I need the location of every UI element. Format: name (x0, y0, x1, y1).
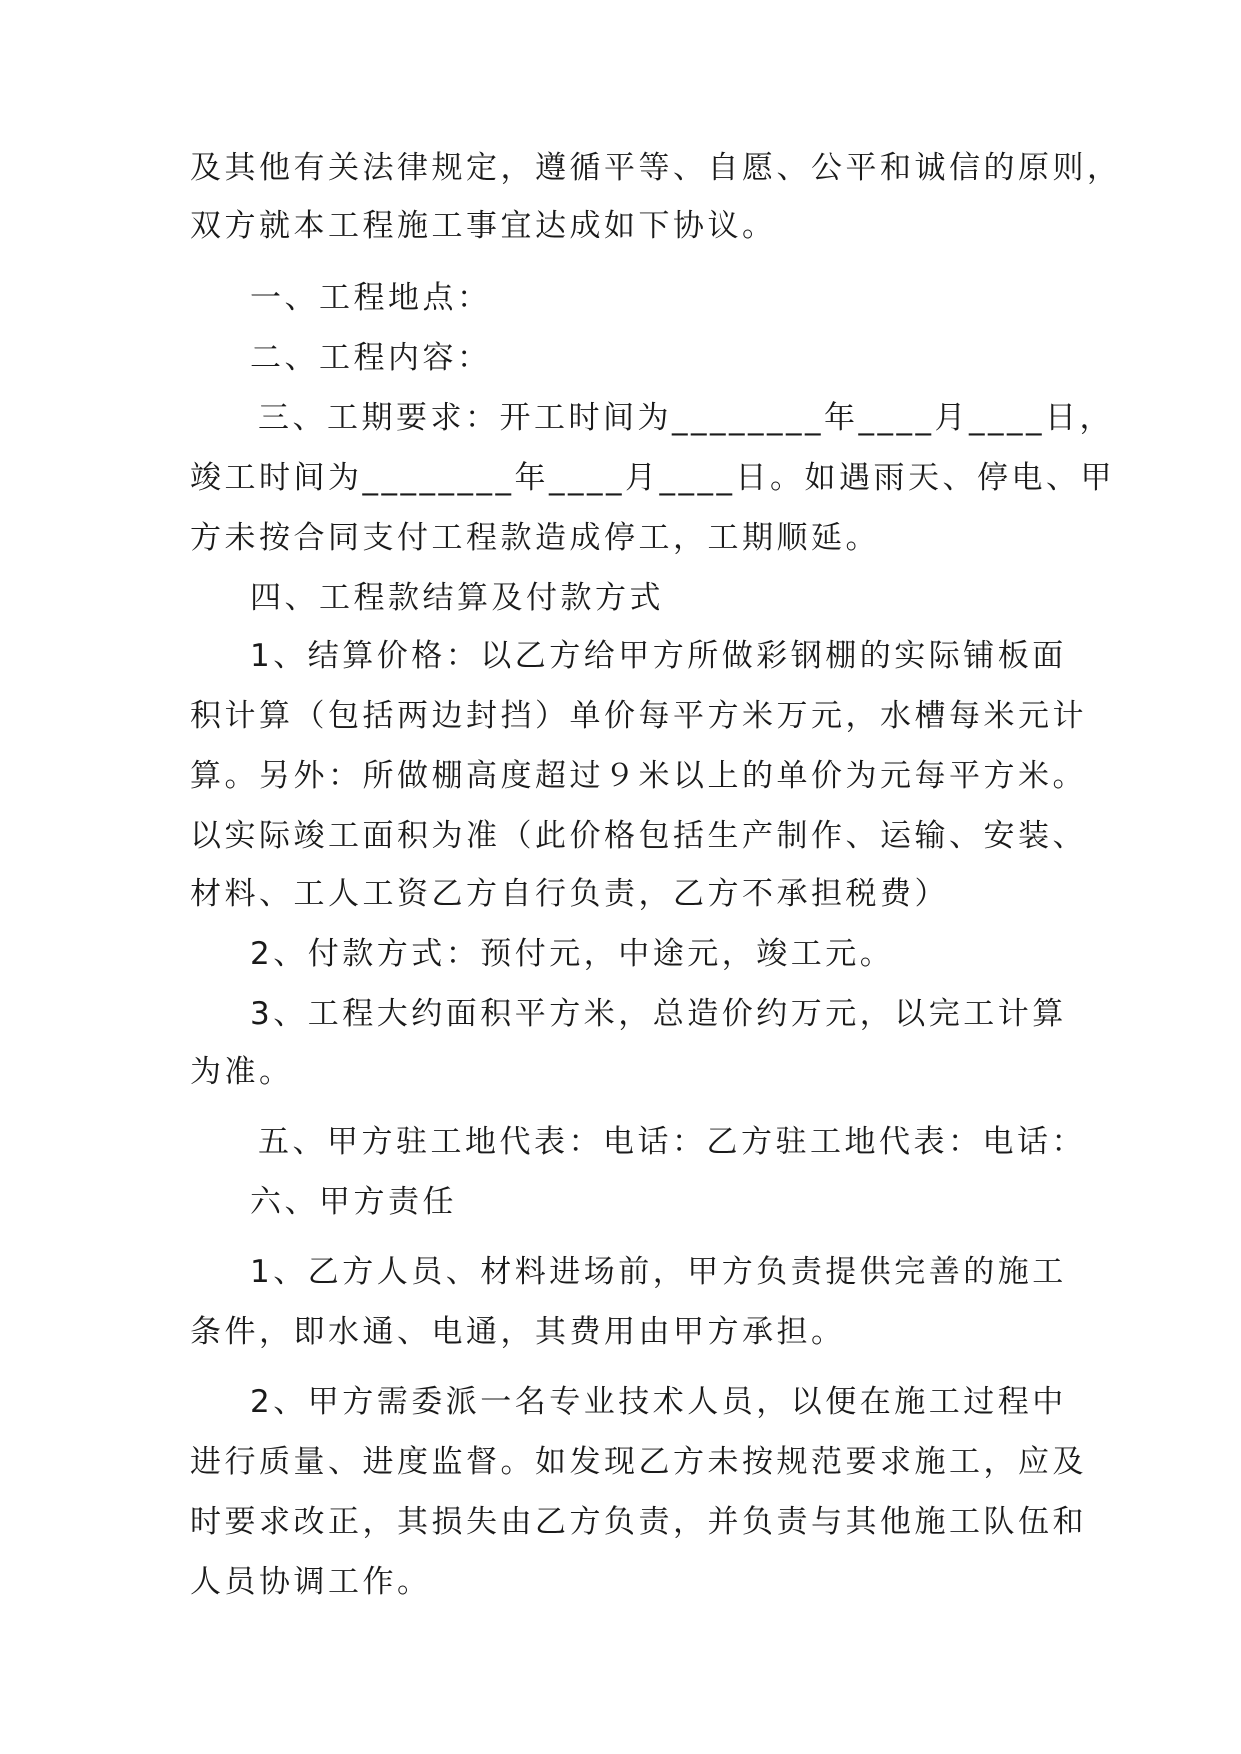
paragraph-line: 进行质量、进度监督。如发现乙方未按规范要求施工，应及 (190, 1444, 1087, 1480)
paragraph-line: 三、工期要求：开工时间为________年____月____日， (258, 400, 1114, 436)
paragraph-line: 1、乙方人员、材料进场前，甲方负责提供完善的施工 (250, 1254, 1067, 1290)
paragraph-line: 2、付款方式：预付元，中途元，竣工元。 (250, 936, 895, 972)
paragraph-line: 双方就本工程施工事宜达成如下协议。 (190, 208, 777, 244)
paragraph-line: 2、甲方需委派一名专业技术人员，以便在施工过程中 (250, 1384, 1067, 1420)
paragraph-line: 算。另外：所做棚高度超过９米以上的单价为元每平方米。 (190, 758, 1087, 794)
paragraph-line: 3、工程大约面积平方米，总造价约万元，以完工计算 (250, 996, 1067, 1032)
paragraph-line: 以实际竣工面积为准（此价格包括生产制作、运输、安装、 (190, 818, 1087, 854)
paragraph-line: 1、结算价格：以乙方给甲方所做彩钢棚的实际铺板面 (250, 638, 1067, 674)
paragraph-line: 条件，即水通、电通，其费用由甲方承担。 (190, 1314, 846, 1350)
paragraph-line: 材料、工人工资乙方自行负责，乙方不承担税费） (190, 876, 949, 912)
paragraph-line: 方未按合同支付工程款造成停工，工期顺延。 (190, 520, 880, 556)
paragraph-line: 及其他有关法律规定，遵循平等、自愿、公平和诚信的原则， (190, 150, 1122, 186)
paragraph-line: 积计算（包括两边封挡）单价每平方米万元，水槽每米元计 (190, 698, 1087, 734)
paragraph-line: 人员协调工作。 (190, 1564, 432, 1600)
section-heading: 五、甲方驻工地代表：电话：乙方驻工地代表：电话： (258, 1124, 1086, 1160)
section-heading: 六、甲方责任 (250, 1184, 457, 1220)
section-heading: 一、工程地点： (250, 280, 492, 316)
section-heading: 四、工程款结算及付款方式 (250, 580, 664, 616)
section-heading: 二、工程内容： (250, 340, 492, 376)
paragraph-line: 时要求改正，其损失由乙方负责，并负责与其他施工队伍和 (190, 1504, 1087, 1540)
paragraph-line: 为准。 (190, 1054, 294, 1090)
paragraph-line: 竣工时间为________年____月____日。如遇雨天、停电、甲 (190, 460, 1115, 496)
